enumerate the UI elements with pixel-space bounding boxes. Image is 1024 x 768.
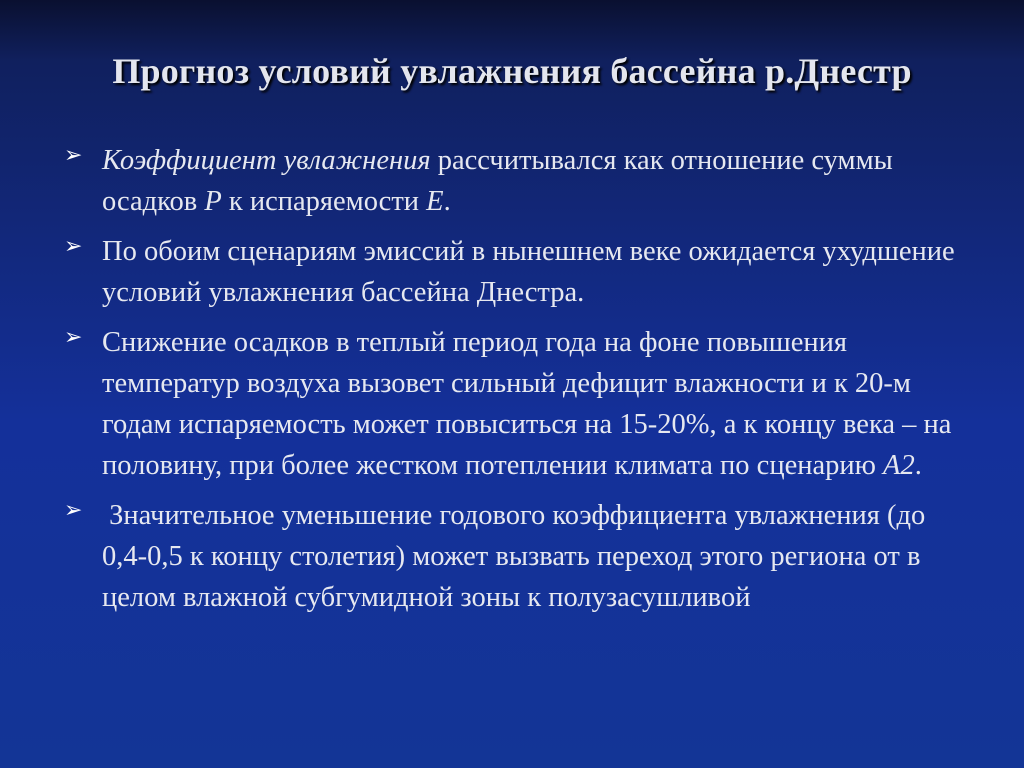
chevron-right-icon: ➢ <box>64 498 83 523</box>
chevron-right-icon: ➢ <box>64 325 83 350</box>
bullet-item <box>62 231 967 313</box>
chevron-right-icon: ➢ <box>64 143 83 168</box>
bullet-text: Снижение осадков в теплый период года на фоне повышения температур воздуха вызовет сильный дефицит влажности и к 20-м годам испаряемость может повыситься на 15-20%, а к концу века – на половину, при более жестком потеплении климата по сценарию A2. <box>102 327 952 481</box>
chevron-right-icon: ➢ <box>64 234 83 259</box>
bullet-text: Коэффициент увлажнения рассчитывался как отношение суммы осадков P к испаряемости E. <box>102 145 893 217</box>
bullet-item <box>62 495 967 618</box>
bullet-list <box>62 140 967 627</box>
bullet-item <box>62 322 967 486</box>
bullet-item <box>62 140 967 222</box>
bullet-text: Значительное уменьшение годового коэффициента увлажнения (до 0,4-0,5 к концу столетия) может вызвать переход этого региона от в целом влажной субгумидной зоны к полузасушливой <box>102 500 933 613</box>
bullet-text: По обоим сценариям эмиссий в нынешнем веке ожидается ухудшение условий увлажнения бассейна Днестра. <box>102 236 955 308</box>
slide-title: Прогноз условий увлажнения бассейна р.Днестр <box>112 51 912 91</box>
